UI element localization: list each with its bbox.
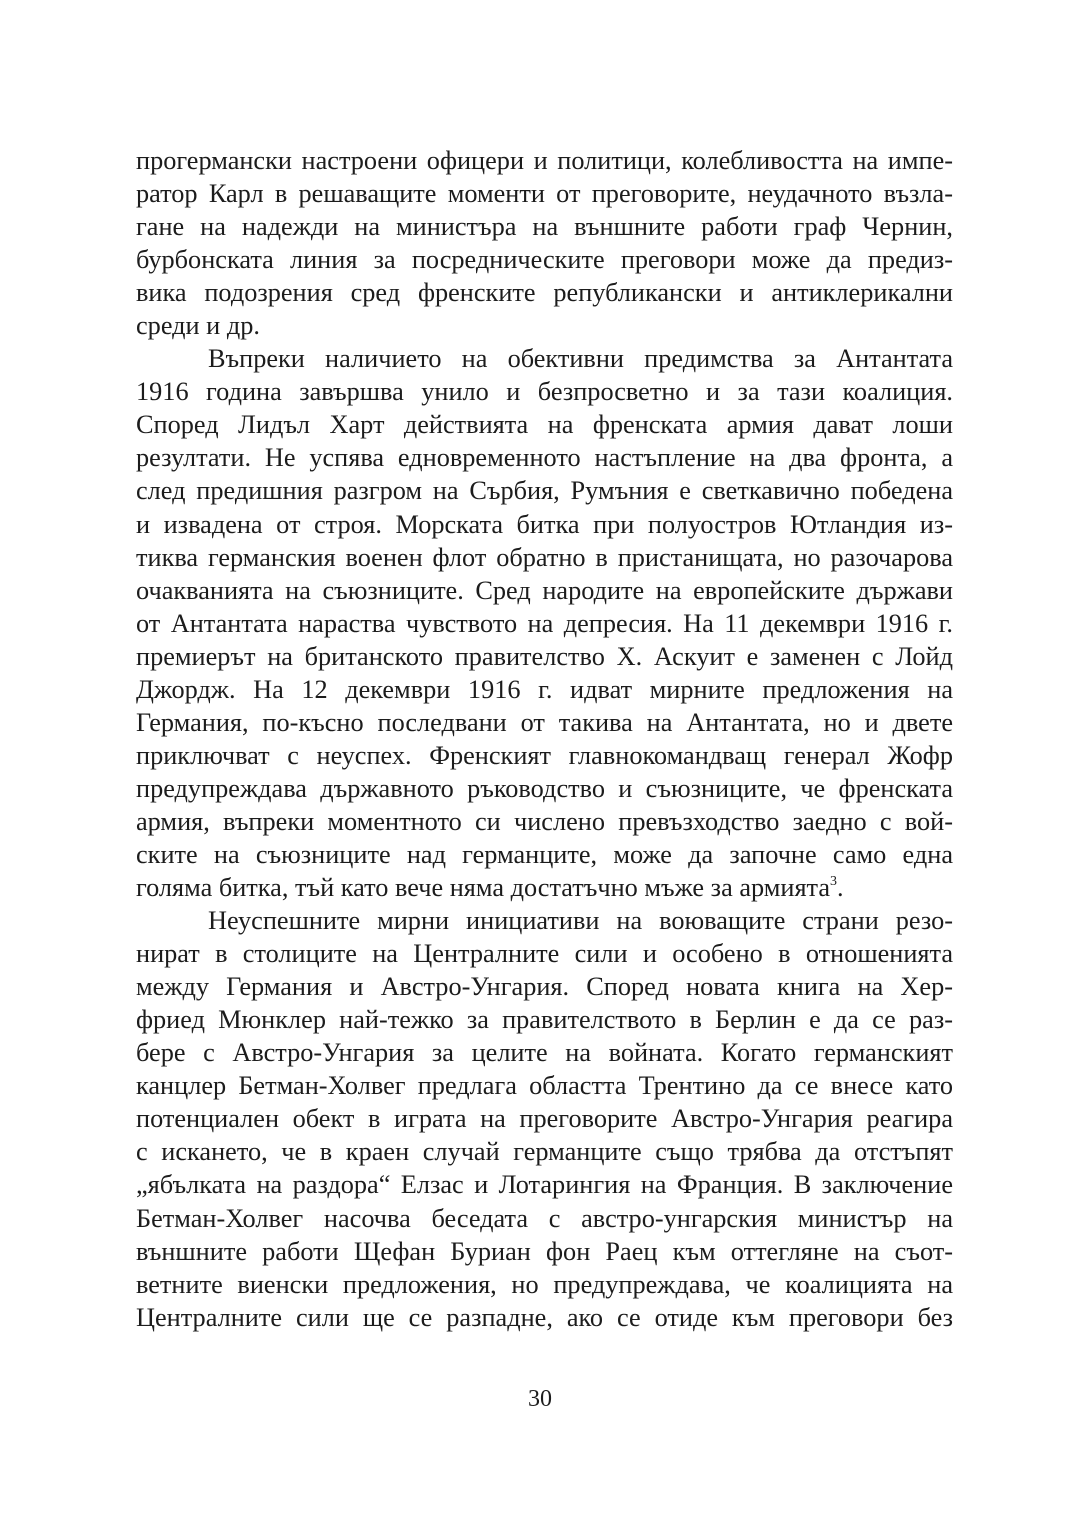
text-line	[136, 1135, 953, 1168]
line-text: бере с Австро-Унгария за целите на войната. Когато германският	[136, 1038, 953, 1068]
text-line	[136, 474, 953, 507]
line-text: Бетман-Холвег насочва беседата с австро-унгарския министър на	[136, 1203, 953, 1233]
text-line	[136, 607, 953, 640]
line-text: ските на съюзниците над германците, може да започне само една	[136, 839, 953, 869]
line-text: нират в столиците на Централните сили и особено в отношенията	[136, 939, 953, 969]
text-line	[136, 871, 953, 904]
text-line	[136, 673, 953, 706]
text-line	[136, 408, 953, 441]
line-text: среди и др.	[136, 311, 260, 341]
text-line	[136, 739, 953, 772]
text-line	[136, 144, 953, 177]
line-text: потенциален обект в играта на преговорите Австро-Унгария реагира	[136, 1104, 953, 1134]
line-text: гане на надежди на министъра на външните работи граф Чернин,	[136, 212, 953, 242]
text-line	[136, 937, 953, 970]
text-line	[136, 342, 953, 375]
text-line	[136, 574, 953, 607]
text-line	[136, 640, 953, 673]
line-text: прогермански настроени офицери и политици, колебливостта на импе-	[136, 146, 953, 175]
line-text: канцлер Бетман-Холвег предлага областта Трентино да се внесе като	[136, 1071, 953, 1101]
text-line	[136, 243, 953, 276]
line-text: тиква германския военен флот обратно в пристанищата, но разочарова	[136, 542, 953, 572]
text-line	[136, 1202, 953, 1235]
line-text: Според Лидъл Харт действията на френската армия дават лоши	[136, 410, 953, 440]
line-text: Централните сили ще се разпадне, ако се отиде към преговори без	[136, 1302, 953, 1332]
line-text: Въпреки наличието на обективни предимства за Антантата	[208, 344, 953, 374]
paragraph	[136, 342, 953, 904]
line-text: след предишния разгром на Сърбия, Румъния е светкавично победена	[136, 476, 953, 506]
text-line	[136, 1003, 953, 1036]
line-text: вика подозрения сред френските републикански и антиклерикални	[136, 278, 953, 308]
line-end-punctuation: .	[837, 873, 844, 903]
text-line	[136, 838, 953, 871]
text-line	[136, 805, 953, 838]
text-line	[136, 706, 953, 739]
footnote-reference: 3	[830, 874, 838, 890]
line-text: армия, въпреки моментното си числено превъзходство заедно с вой-	[136, 806, 953, 836]
line-text: приключват с неуспех. Френският главнокомандващ генерал Жофр	[136, 740, 953, 770]
text-line	[136, 970, 953, 1003]
paragraph	[136, 904, 953, 1334]
text-line	[136, 1235, 953, 1268]
line-text: Неуспешните мирни инициативи на воюващите страни резо-	[208, 906, 953, 936]
text-line	[136, 1168, 953, 1201]
line-text: предупреждава държавното ръководство и съюзниците, че френската	[136, 773, 953, 803]
line-text: ратор Карл в решаващите моменти от преговорите, неудачното възла-	[136, 179, 953, 209]
text-line	[136, 375, 953, 408]
text-line	[136, 508, 953, 541]
body-text	[136, 144, 953, 1334]
paragraph	[136, 144, 953, 342]
line-text: и извадена от строя. Морската битка при полуостров Ютландия из-	[136, 509, 953, 539]
line-text: „ябълката на раздора“ Елзас и Лотарингия на Франция. В заключение	[136, 1170, 953, 1200]
line-text: резултати. Не успява едновременното настъпление на два фронта, а	[136, 443, 953, 473]
text-line	[136, 1268, 953, 1301]
line-text: голяма битка, тъй като вече няма достатъчно мъже за армията	[136, 873, 831, 903]
text-line	[136, 276, 953, 309]
text-line	[136, 541, 953, 574]
line-text: 1916 година завършва унило и безпросветно и за тази коалиция.	[136, 377, 953, 407]
line-text: Джордж. На 12 декември 1916 г. идват мирните предложения на	[136, 674, 953, 704]
text-line	[136, 1301, 953, 1334]
text-line	[136, 309, 953, 342]
text-line	[136, 210, 953, 243]
text-line	[136, 441, 953, 474]
line-text: премиерът на британското правителство Х. Аскуит е заменен с Лойд	[136, 641, 953, 671]
line-text: Германия, по-късно последвани от такива на Антантата, но и двете	[136, 707, 953, 737]
line-text: от Антантата нараства чувството на депресия. На 11 декември 1916 г.	[136, 608, 953, 638]
page-number: 30	[528, 1386, 552, 1412]
line-text: ветните виенски предложения, но предупреждава, че коалицията на	[136, 1269, 953, 1299]
text-line	[136, 1102, 953, 1135]
line-text: очакванията на съюзниците. Сред народите на европейските държави	[136, 575, 953, 605]
text-line	[136, 904, 953, 937]
text-line	[136, 1036, 953, 1069]
line-text: външните работи Щефан Буриан фон Раец към оттегляне на съот-	[136, 1236, 953, 1266]
text-line	[136, 772, 953, 805]
text-line	[136, 177, 953, 210]
line-text: фриед Мюнклер най-тежко за правителството в Берлин е да се раз-	[136, 1005, 953, 1035]
text-line	[136, 1069, 953, 1102]
line-text: между Германия и Австро-Унгария. Според новата книга на Хер-	[136, 972, 953, 1002]
line-text: бурбонската линия за посредническите преговори може да предиз-	[136, 245, 953, 275]
line-text: с искането, че в краен случай германците също трябва да отстъпят	[136, 1137, 953, 1167]
